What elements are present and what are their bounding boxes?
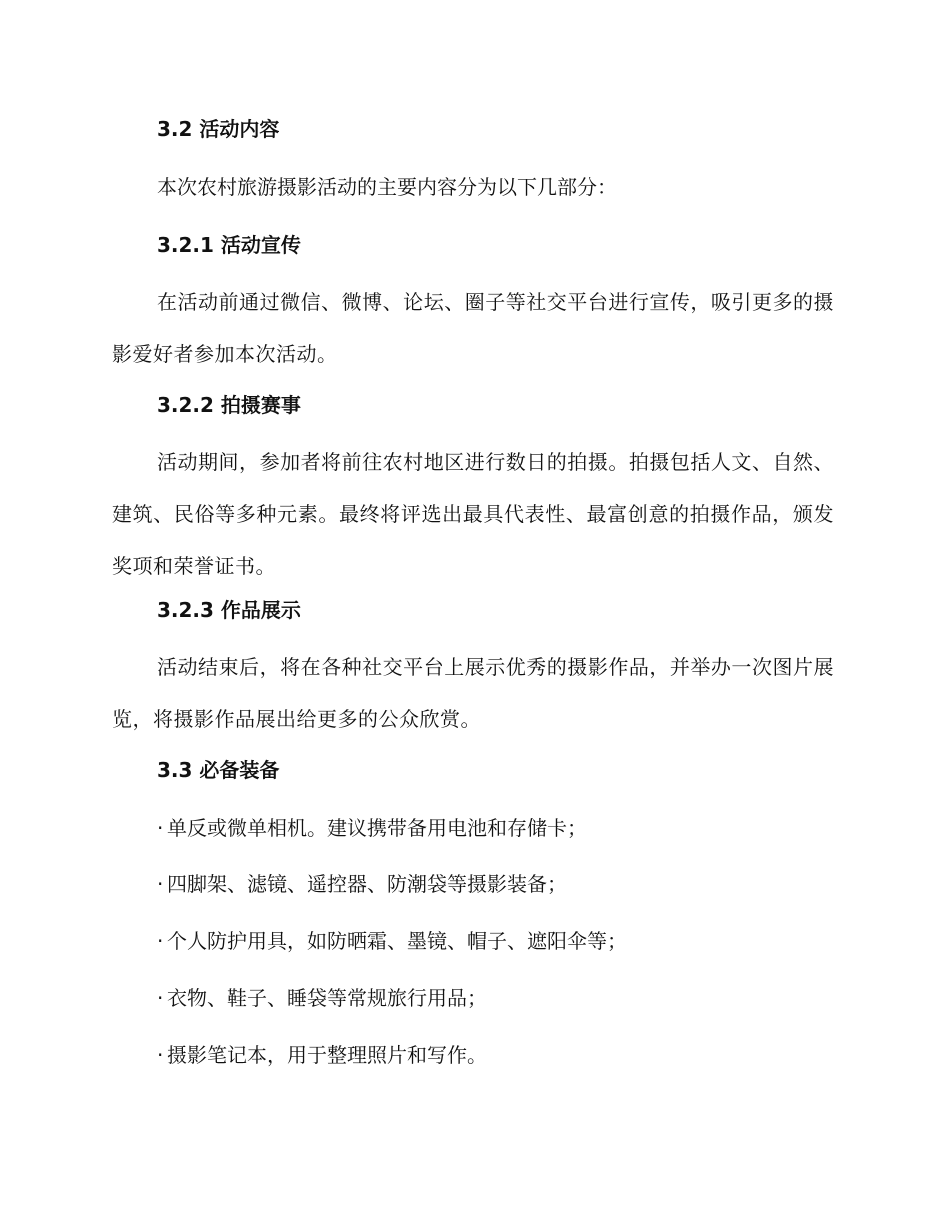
- section-3-2-intro: 本次农村旅游摄影活动的主要内容分为以下几部分：: [157, 175, 617, 199]
- section-3-3-heading: 3.3 必备装备: [157, 758, 280, 782]
- list-item-text: 衣物、鞋子、睡袋等常规旅行用品；: [167, 986, 487, 1010]
- list-item: [157, 872, 879, 896]
- bullet-icon: ·: [157, 986, 164, 1010]
- bullet-icon: ·: [157, 929, 164, 953]
- section-3-2-3-body: 活动结束后，将在各种社交平台上展示优秀的摄影作品，并举办一次图片展览，将摄影作品展出给更多的公众欣赏。: [112, 655, 834, 731]
- bullet-icon: ·: [157, 1043, 164, 1067]
- bullet-icon: ·: [157, 816, 164, 840]
- list-item: [157, 986, 879, 1010]
- bullet-icon: ·: [157, 872, 164, 896]
- section-3-2-heading: 3.2 活动内容: [157, 117, 280, 141]
- list-item-text: 四脚架、滤镜、遥控器、防潮袋等摄影装备；: [167, 872, 567, 896]
- section-3-2-2-heading: 3.2.2 拍摄赛事: [157, 393, 301, 417]
- list-item: [157, 816, 879, 840]
- section-3-2-1-body: 在活动前通过微信、微博、论坛、圈子等社交平台进行宣传，吸引更多的摄影爱好者参加本次活动。: [112, 290, 834, 366]
- list-item: [157, 929, 879, 953]
- section-3-2-3-heading: 3.2.3 作品展示: [157, 598, 301, 622]
- list-item-text: 个人防护用具，如防晒霜、墨镜、帽子、遮阳伞等；: [167, 929, 627, 953]
- list-item: [157, 1043, 879, 1067]
- section-3-2-2-body: 活动期间，参加者将前往农村地区进行数日的拍摄。拍摄包括人文、自然、建筑、民俗等多种元素。最终将评选出最具代表性、最富创意的拍摄作品，颁发奖项和荣誉证书。: [112, 450, 834, 578]
- section-3-2-1-heading: 3.2.1 活动宣传: [157, 233, 301, 257]
- list-item-text: 摄影笔记本，用于整理照片和写作。: [167, 1043, 487, 1067]
- list-item-text: 单反或微单相机。建议携带备用电池和存储卡；: [167, 816, 587, 840]
